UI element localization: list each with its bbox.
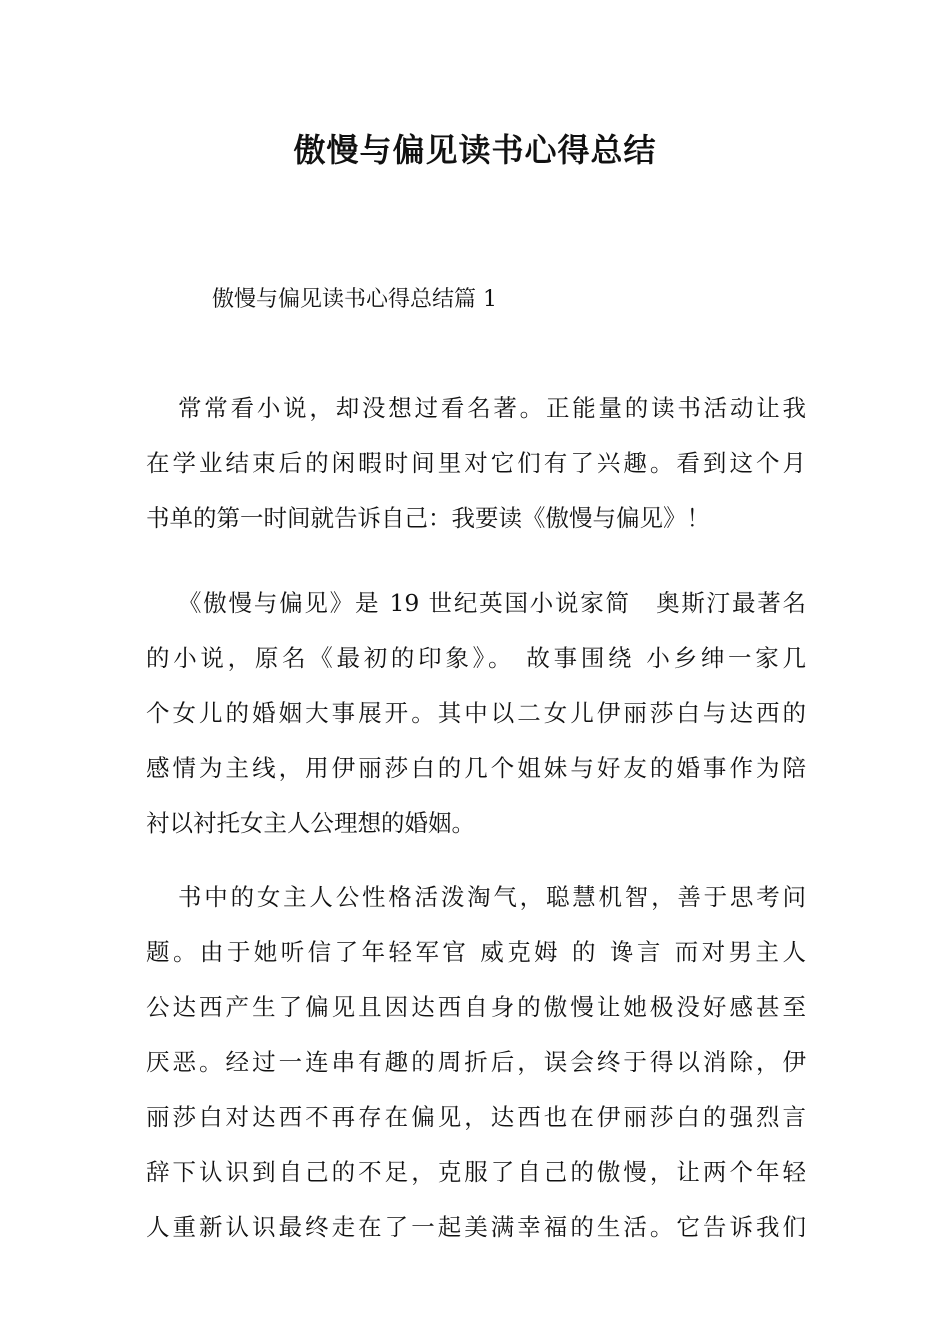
document-title: 傲慢与偏见读书心得总结 — [293, 131, 657, 169]
paragraph-line: 丽莎白对达西不再存在偏见，达西也在伊丽莎白的强烈言 — [146, 1103, 806, 1131]
paragraph-line: 个女儿的婚姻大事展开。其中以二女儿伊丽莎白与达西的 — [146, 699, 806, 727]
paragraph-line: 人重新认识最终走在了一起美满幸福的生活。它告诉我们 — [146, 1213, 806, 1241]
paragraph-line: 感情为主线，用伊丽莎白的几个姐妹与好友的婚事作为陪 — [146, 754, 806, 782]
paragraph-line: 《傲慢与偏见》是 19 世纪英国小说家简 奥斯汀最著名 — [178, 589, 806, 617]
paragraph-3 — [146, 870, 806, 1255]
paragraph-line: 的小说，原名《最初的印象》。 故事围绕 小乡绅一家几 — [146, 644, 806, 672]
section-heading: 傲慢与偏见读书心得总结篇 1 — [212, 287, 497, 312]
paragraph-line: 常常看小说，却没想过看名著。正能量的读书活动让我 — [178, 394, 806, 422]
paragraph-2 — [146, 576, 806, 851]
paragraph-line: 在学业结束后的闲暇时间里对它们有了兴趣。看到这个月 — [146, 449, 806, 477]
paragraph-line: 书单的第一时间就告诉自己：我要读《傲慢与偏见》！ — [146, 504, 710, 532]
paragraph-line: 辞下认识到自己的不足，克服了自己的傲慢，让两个年轻 — [146, 1158, 806, 1186]
paragraph-line: 题。由于她听信了年轻军官 威克姆 的 谗言 而对男主人 — [146, 938, 806, 966]
paragraph-1 — [146, 381, 806, 546]
paragraph-line: 衬以衬托女主人公理想的婚姻。 — [146, 809, 475, 837]
paragraph-line: 书中的女主人公性格活泼淘气，聪慧机智，善于思考问 — [178, 883, 806, 911]
paragraph-line: 厌恶。经过一连串有趣的周折后，误会终于得以消除，伊 — [146, 1048, 806, 1076]
paragraph-line: 公达西产生了偏见且因达西自身的傲慢让她极没好感甚至 — [146, 993, 806, 1021]
